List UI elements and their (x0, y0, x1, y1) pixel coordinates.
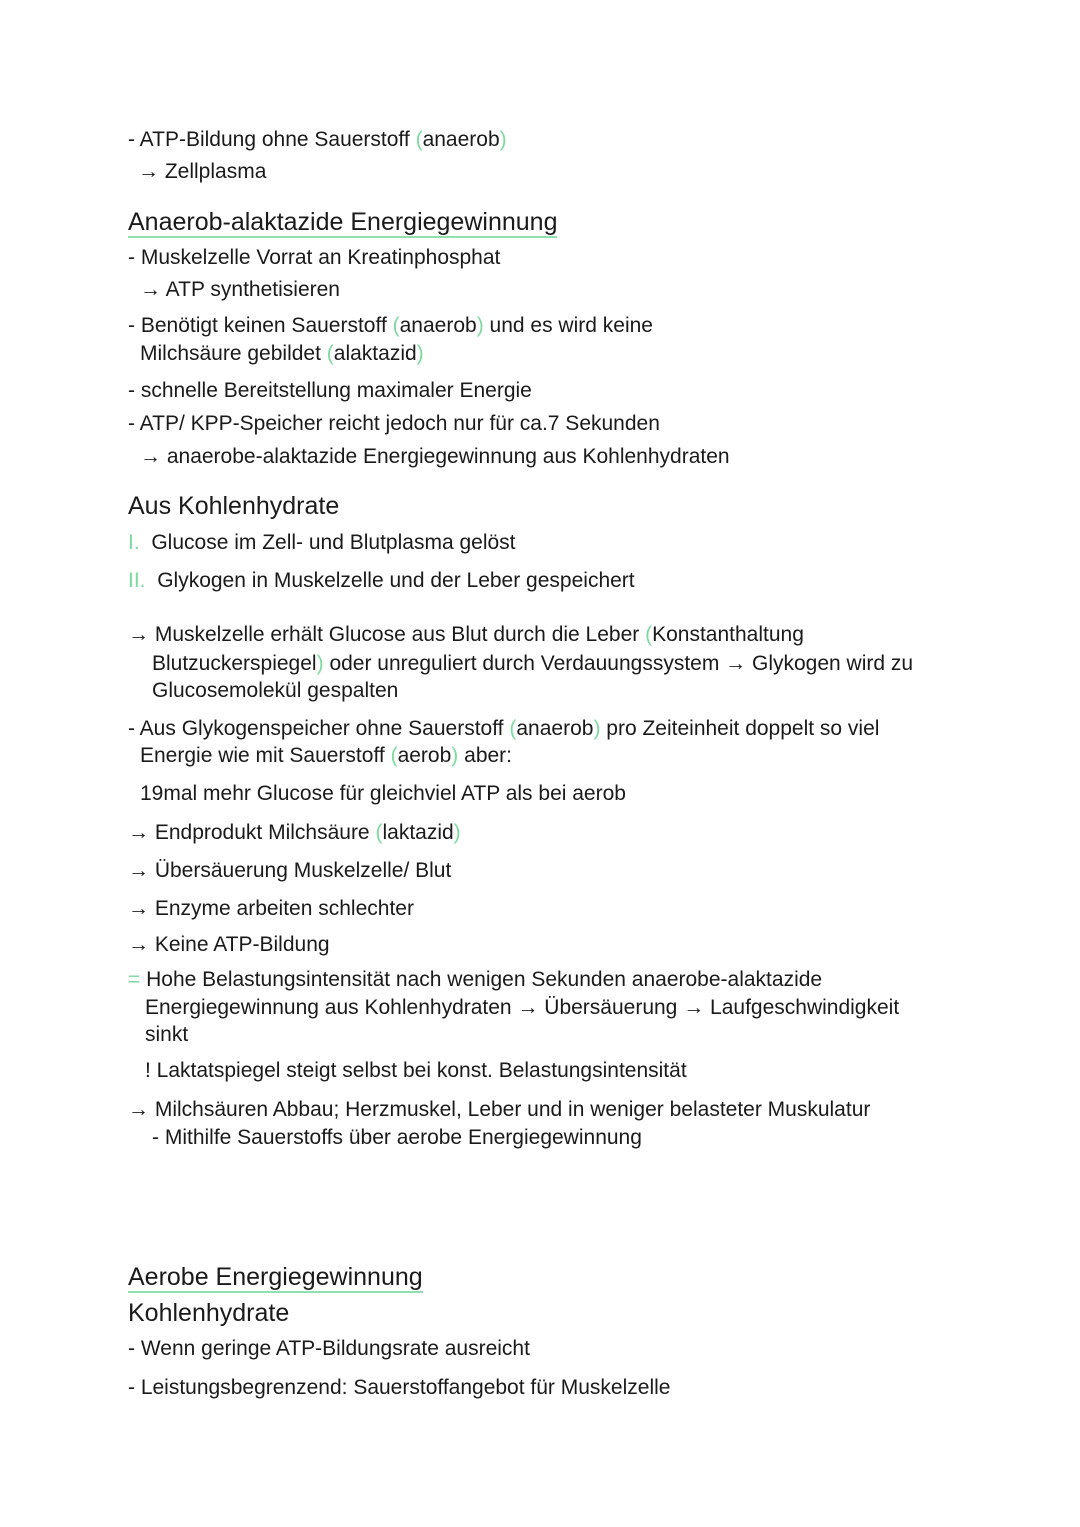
kh-line-6: 19mal mehr Glucose für gleichviel ATP als bei aerob (140, 782, 626, 805)
paren-open: ( (645, 623, 653, 646)
kh-line-14: ! Laktatspiegel steigt selbst bei konst. Belastungsintensität (145, 1059, 687, 1082)
paren-close: ) (416, 342, 424, 365)
kh-line-5b: aber: (464, 744, 513, 767)
heading-aus-kohlenhydrate: Aus Kohlenhydrate (128, 492, 340, 520)
list-item-2-text: Glykogen in Muskelzelle und der Leber gespeichert (157, 569, 635, 592)
kh-line-5 (140, 742, 512, 770)
heading-anaerob-alaktazid (128, 206, 557, 238)
alaktazid-line-6: - ATP/ KPP-Speicher reicht jedoch nur für ca.7 Sekunden (128, 412, 660, 435)
intro-line-1-text: - ATP-Bildung ohne Sauerstoff (128, 128, 410, 151)
heading-aerobe-energiegewinnung-text: Aerobe Energiegewinnung (128, 1263, 423, 1291)
alaktazid-line-2: → ATP synthetisieren (140, 278, 340, 301)
list-item-2-number: II. (128, 569, 146, 592)
kh-line-7a: → Endprodukt Milchsäure (128, 821, 370, 844)
alaktazid-line-7: → anaerobe-alaktazide Energiegewinnung aus Kohlenhydraten (140, 445, 730, 468)
kh-line-15: → Milchsäuren Abbau; Herzmuskel, Leber und in weniger belasteter Muskulatur (128, 1098, 871, 1121)
list-item-2 (128, 567, 635, 595)
paren-close: ) (316, 652, 324, 675)
alaktazid-line-3a: - Benötigt keinen Sauerstoff (128, 314, 387, 337)
alaktazid-line-3-paren: anaerob (399, 314, 477, 337)
kh-line-4 (128, 715, 879, 743)
kh-line-5-paren: aerob (397, 744, 452, 767)
paren-open: ( (375, 821, 383, 844)
list-item-1 (128, 529, 516, 557)
kh-line-10: → Keine ATP-Bildung (128, 933, 330, 956)
kh-line-12: Energiegewinnung aus Kohlenhydraten → Übersäuerung → Laufgeschwindigkeit (145, 996, 900, 1019)
kh-line-2a: Blutzuckerspiegel (152, 652, 317, 675)
heading-aerobe-energiegewinnung (128, 1261, 423, 1293)
intro-line-2: → Zellplasma (138, 160, 267, 183)
paren-close: ) (476, 314, 484, 337)
heading-anaerob-alaktazid-text: Anaerob-alaktazide Energiegewinnung (128, 208, 558, 236)
alaktazid-line-3 (128, 312, 653, 340)
kh-line-5a: Energie wie mit Sauerstoff (140, 744, 385, 767)
alaktazid-line-4-paren: alaktazid (333, 342, 417, 365)
kh-line-11-text: Hohe Belastungsintensität nach wenigen Sekunden anaerobe-alaktazide (146, 968, 823, 991)
kh-line-4a: - Aus Glykogenspeicher ohne Sauerstoff (128, 717, 504, 740)
kh-line-16: - Mithilfe Sauerstoffs über aerobe Energiegewinnung (152, 1126, 642, 1149)
subheading-kohlenhydrate: Kohlenhydrate (128, 1299, 290, 1327)
kh-line-2 (152, 650, 913, 678)
aerob-line-2: - Leistungsbegrenzend: Sauerstoffangebot für Muskelzelle (128, 1376, 671, 1399)
paren-close: ) (593, 717, 601, 740)
intro-line-1 (128, 126, 507, 154)
alaktazid-line-1: - Muskelzelle Vorrat an Kreatinphosphat (128, 246, 501, 269)
kh-line-9: → Enzyme arbeiten schlechter (128, 897, 414, 920)
kh-line-3: Glucosemolekül gespalten (152, 679, 399, 702)
kh-line-7 (128, 819, 461, 847)
list-item-1-text: Glucose im Zell- und Blutplasma gelöst (151, 531, 516, 554)
kh-line-13: sinkt (145, 1023, 189, 1046)
alaktazid-line-5: - schnelle Bereitstellung maximaler Energie (128, 379, 532, 402)
kh-line-1-paren: Konstanthaltung (652, 623, 804, 646)
paren-close: ) (451, 744, 459, 767)
alaktazid-line-4 (140, 340, 424, 368)
paren-close: ) (499, 128, 507, 151)
list-item-1-number: I. (128, 531, 140, 554)
kh-line-7-paren: laktazid (382, 821, 454, 844)
paren-open: ( (392, 314, 400, 337)
alaktazid-line-4a: Milchsäure gebildet (140, 342, 321, 365)
alaktazid-line-3b: und es wird keine (489, 314, 653, 337)
kh-line-4b: pro Zeiteinheit doppelt so viel (606, 717, 880, 740)
kh-line-8: → Übersäuerung Muskelzelle/ Blut (128, 859, 452, 882)
kh-line-11 (128, 966, 822, 994)
kh-line-4-paren: anaerob (516, 717, 594, 740)
kh-line-1a: → Muskelzelle erhält Glucose aus Blut durch die Leber (128, 623, 640, 646)
kh-line-2b: oder unreguliert durch Verdauungssystem → Glykogen wird zu (329, 652, 914, 675)
paren-open: ( (415, 128, 423, 151)
paren-open: ( (326, 342, 334, 365)
paren-open: ( (509, 717, 517, 740)
paren-close: ) (453, 821, 461, 844)
paren-open: ( (390, 744, 398, 767)
equals-sign: = (128, 968, 141, 991)
kh-line-1 (128, 621, 804, 649)
aerob-line-1: - Wenn geringe ATP-Bildungsrate ausreicht (128, 1337, 530, 1360)
intro-paren-text: anaerob (422, 128, 500, 151)
